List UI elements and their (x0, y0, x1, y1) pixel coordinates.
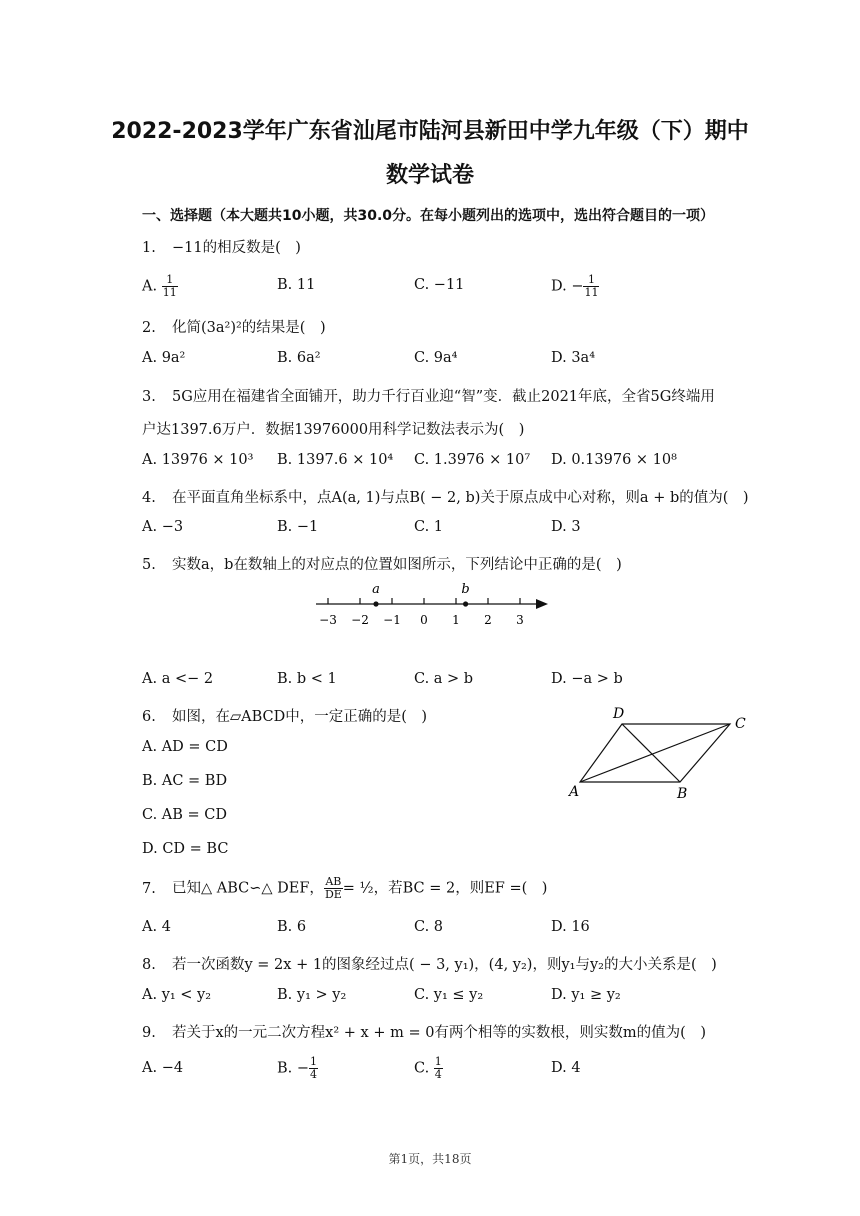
question-3-line2: 户达1397.6万户．数据13976000用科学记数法表示为( ) (142, 422, 525, 438)
question-4: 4. 在平面直角坐标系中，点A(a, 1)与点B( − 2, b)关于原点成中心对称，则a + b的值为( ) (142, 490, 749, 506)
q7-option-c[interactable]: C. 8 (414, 919, 444, 935)
page-footer: 第1页，共18页 (388, 1152, 472, 1166)
question-5: 5. 实数a，b在数轴上的对应点的位置如图所示，下列结论中正确的是( ) (142, 557, 622, 573)
q6-option-c[interactable]: C. AB = CD (142, 807, 228, 823)
q5-option-c[interactable]: C. a > b (414, 671, 474, 687)
q7-option-d[interactable]: D. 16 (551, 919, 590, 935)
q1-option-d[interactable]: D. − $\frac{1}{11}$ (551, 273, 599, 299)
q2-option-b[interactable]: B. 6a² (277, 350, 321, 366)
q3-option-c[interactable]: C. 1.3976 × 10⁷ (414, 452, 531, 468)
number-line-tick-label: 2 (484, 613, 492, 627)
q3-option-d[interactable]: D. 0.13976 × 10⁸ (551, 452, 677, 468)
vertex-c-label: C (735, 716, 746, 732)
q2-option-d[interactable]: D. 3a⁴ (551, 350, 596, 366)
q4-option-d[interactable]: D. 3 (551, 519, 581, 535)
q2-option-c[interactable]: C. 9a⁴ (414, 350, 458, 366)
q5-option-a[interactable]: A. a <− 2 (142, 671, 214, 687)
number-line-tick-label: 1 (452, 613, 460, 627)
q8-option-d[interactable]: D. y₁ ≥ y₂ (551, 987, 621, 1003)
q8-option-b[interactable]: B. y₁ > y₂ (277, 987, 347, 1003)
page-title-line2: 数学试卷 (385, 163, 474, 188)
q9-option-c[interactable]: C. $\frac{1}{4}$ (414, 1055, 442, 1081)
vertex-d-label: D (613, 706, 625, 722)
q2-option-a[interactable]: A. 9a² (142, 350, 186, 366)
q5-option-d[interactable]: D. −a > b (551, 671, 623, 687)
section-heading: 一、选择题（本大题共10小题，共30.0分。在每小题列出的选项中，选出符合题目的一项） (142, 208, 715, 224)
q9-option-b[interactable]: B. − $\frac{1}{4}$ (277, 1055, 318, 1081)
q1-option-b[interactable]: B. 11 (277, 277, 316, 293)
q9-option-a[interactable]: A. −4 (142, 1060, 184, 1076)
question-1: 1. −11的相反数是( ) (142, 240, 301, 256)
number-line-tick-label: −3 (319, 613, 337, 627)
q3-option-a[interactable]: A. 13976 × 10³ (142, 452, 254, 468)
q7-option-b[interactable]: B. 6 (277, 919, 307, 935)
point-b-label: b (461, 582, 470, 597)
q1-option-a[interactable]: A. $\frac{1}{11}$ (142, 273, 177, 299)
page-title-line1: 2022-2023学年广东省汕尾市陆河县新田中学九年级（下）期中 (111, 119, 749, 144)
number-line-arrow (536, 599, 548, 609)
q1-option-c[interactable]: C. −11 (414, 277, 465, 293)
question-9: 9. 若关于x的一元二次方程x² + x + m = 0有两个相等的实数根，则实数m的值为( ) (142, 1025, 706, 1041)
q4-option-a[interactable]: A. −3 (142, 519, 184, 535)
vertex-b-label: B (677, 786, 688, 802)
q8-option-c[interactable]: C. y₁ ≤ y₂ (414, 987, 484, 1003)
q6-option-b[interactable]: B. AC = BD (142, 773, 228, 789)
question-3: 3. 5G应用在福建省全面铺开，助力千行百业迎“智”变．截止2021年底，全省5G终端用 (142, 389, 715, 405)
parallelogram-figure (560, 702, 760, 802)
question-2: 2. 化简(3a²)²的结果是( ) (142, 320, 326, 336)
question-6: 6. 如图，在▱ABCD中，一定正确的是( ) (142, 709, 428, 725)
q6-option-a[interactable]: A. AD = CD (142, 739, 228, 755)
question-7: 7. 已知△ ABC∽△ DEF， $\frac{AB}{DE}$ = ½，若BC = 2，则EF =( ) (142, 875, 548, 901)
q4-option-c[interactable]: C. 1 (414, 519, 444, 535)
point-b-dot (463, 601, 468, 606)
number-line-figure (300, 576, 560, 632)
q5-option-b[interactable]: B. b < 1 (277, 671, 337, 687)
point-a-dot (373, 601, 378, 606)
q9-option-d[interactable]: D. 4 (551, 1060, 581, 1076)
number-line-tick-label: 3 (516, 613, 524, 627)
number-line-tick-label: 0 (420, 613, 428, 627)
q7-option-a[interactable]: A. 4 (142, 919, 171, 935)
question-8: 8. 若一次函数y = 2x + 1的图象经过点( − 3, y₁)，(4, y₂)，则y₁与y₂的大小关系是( ) (142, 957, 717, 973)
q3-option-b[interactable]: B. 1397.6 × 10⁴ (277, 452, 394, 468)
q4-option-b[interactable]: B. −1 (277, 519, 319, 535)
q6-option-d[interactable]: D. CD = BC (142, 841, 229, 857)
q8-option-a[interactable]: A. y₁ < y₂ (142, 987, 212, 1003)
point-a-label: a (372, 582, 380, 597)
diagonal-ac (580, 724, 730, 782)
number-line-tick-label: −1 (383, 613, 401, 627)
diagonal-bd (622, 724, 680, 782)
vertex-a-label: A (569, 784, 580, 800)
number-line-tick-label: −2 (351, 613, 369, 627)
